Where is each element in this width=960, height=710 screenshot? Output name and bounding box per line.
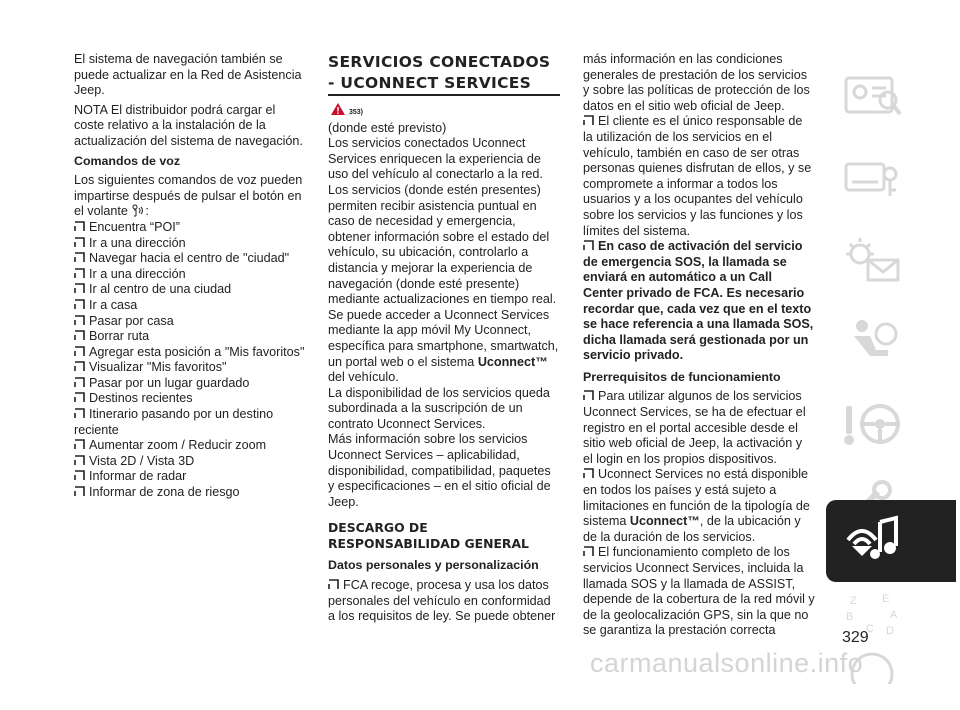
index-letter: B: [846, 611, 854, 623]
voice-command-item: Destinos recientes: [74, 391, 306, 407]
column-middle: [328, 52, 560, 625]
voice-command-item: Visualizar "Mis favoritos": [74, 360, 306, 376]
column-left: [74, 52, 306, 501]
bullet-icon: [74, 377, 85, 388]
chapter-tab-index[interactable]: [826, 582, 956, 637]
voice-command-item: Informar de radar: [74, 469, 306, 485]
policy-paragraph: más información en las condiciones generales de prestación de los servicios y sobre las políticas de protección de los datos en el sitio web oficial de Jeep.: [583, 52, 810, 113]
voice-command-list: [74, 220, 306, 501]
voice-command-item: Itinerario pasando por un destino reciente: [74, 407, 274, 437]
voice-command-item: Ir a una dirección: [74, 267, 306, 283]
bullet-icon: [74, 439, 85, 450]
nav-update-paragraph: El sistema de navegación también se puede actualizar en la Red de Asistencia Jeep.: [74, 52, 302, 98]
bullet-personal-data: FCA recoge, procesa y usa los datos personales del vehículo en conformidad a los requisitos de ley. Se puede obtener: [328, 578, 556, 624]
voice-command-item: Ir al centro de una ciudad: [74, 282, 306, 298]
index-letter: D: [886, 625, 894, 637]
voice-command-item: Aumentar zoom / Reducir zoom: [74, 438, 306, 454]
chapter-tab-driving[interactable]: [826, 386, 956, 464]
bullet-icon: [74, 268, 85, 279]
bullet-icon: [74, 221, 85, 232]
chapter-tab-dashboard[interactable]: [826, 58, 956, 136]
bullet-icon: [74, 392, 85, 403]
car-key-icon: [842, 152, 904, 204]
chapter-tab-car[interactable]: [826, 140, 956, 218]
bullet-icon: [74, 361, 85, 372]
voice-command-item: Pasar por casa: [74, 314, 306, 330]
voice-command-item: Informar de zona de riesgo: [74, 485, 306, 501]
disclaimer-heading: DESCARGO DE RESPONSABILIDAD GENERAL: [328, 520, 529, 552]
bullet-icon: [74, 455, 85, 466]
bullet-icon: [583, 240, 594, 251]
bullet-icon: [74, 346, 85, 357]
bullet-availability: Uconnect Services no está disponible en todos los países y está sujeto a limitaciones en función de la tipología de sistema Uconnect™, de la ubicación y de la duración de los servicios.: [583, 467, 810, 544]
chapter-tab-warning-lights[interactable]: [826, 222, 956, 300]
voice-command-item: Encuentra “POI”: [74, 220, 306, 236]
bullet-sos: En caso de activación del servicio de emergencia SOS, la llamada se enviará en automático a un Call Center privado de FCA. Es necesario recordar que, cada vez que en el texto se hace referencia a una llamada SOS, dicha llamada será gestionada por un servicio privado.: [583, 239, 814, 363]
voice-command-item: Borrar ruta: [74, 329, 306, 345]
bullet-registration: Para utilizar algunos de los servicios Uconnect Services, se ha de efectuar el registro en el portal accesible desde el sitio web oficial de Jeep, la activación y el login en los propios dispositivos.: [583, 389, 806, 466]
index-letter: E: [882, 594, 890, 605]
availability-note: (donde esté previsto): [328, 120, 447, 135]
voice-intro: Los siguientes comandos de voz pueden impartirse después de pulsar el botón en el volante :: [74, 173, 303, 219]
warning-triangle-icon: [330, 102, 346, 116]
personal-data-heading: Datos personales y personalización: [328, 558, 539, 573]
bullet-icon: [74, 315, 85, 326]
watermark: carmanualsonline.info: [590, 648, 864, 678]
bullet-icon: [74, 299, 85, 310]
bullet-coverage: El funcionamiento completo de los servicios Uconnect Services, incluida la llamada SOS y la llamada de ASSIST, depende de la cobertura de la red móvil y de la geolocalización GPS, sin la que no se garantiza la prestación correcta: [583, 545, 815, 638]
dashboard-icon: [842, 70, 904, 122]
index-letter: Z: [850, 595, 857, 607]
note-paragraph: NOTA El distribuidor podrá cargar el coste relativo a la instalación de la actualización del sistema de navegación.: [74, 102, 303, 148]
bullet-icon: [74, 408, 85, 419]
section-title: SERVICIOS CONECTADOS - UCONNECT SERVICES: [328, 52, 560, 96]
voice-command-item: Ir a casa: [74, 298, 306, 314]
prerequisites-heading: Prerrequisitos de funcionamiento: [583, 369, 781, 384]
voice-commands-heading: Comandos de voz: [74, 153, 181, 168]
more-info-paragraph: Más información sobre los servicios Uconnect Services – aplicabilidad, disponibilidad, compatibilidad, paquetes y especificaciones – en el sitio oficial de Jeep.: [328, 432, 551, 509]
chapter-tab-multimedia[interactable]: [826, 500, 956, 582]
bullet-icon: [583, 390, 594, 401]
bullet-icon: [328, 579, 339, 590]
voice-command-item: Navegar hacia el centro de "ciudad": [74, 251, 306, 267]
contract-paragraph: La disponibilidad de los servicios queda subordinada a la suscripción de un contrato Uconnect Services.: [328, 385, 550, 431]
multimedia-icon: [842, 512, 904, 568]
access-paragraph: Se puede acceder a Uconnect Services mediante la app móvil My Uconnect, específica para smartphone, smartwatch, un portal web o el sistema Uconnect™ del vehículo.: [328, 307, 559, 385]
bullet-icon: [74, 237, 85, 248]
bullet-icon: [74, 252, 85, 263]
bullet-icon: [583, 115, 594, 126]
airbag-seat-icon: [842, 316, 904, 368]
warning-reference: 353): [330, 102, 560, 121]
voice-command-item: Agregar esta posición a "Mis favoritos": [74, 345, 306, 361]
voice-button-icon: [131, 204, 145, 217]
warning-lights-icon: [842, 234, 904, 286]
bullet-icon: [74, 283, 85, 294]
bullet-responsibility: El cliente es el único responsable de la utilización de los servicios en el vehículo, también en caso de ser otras personas quienes disfrutan de ellos, y se compromete a informar a todos los usuarios y a los ocupantes del vehículo sobre los servicios y las funciones y los límites del sistema.: [583, 114, 812, 238]
bullet-icon: [583, 546, 594, 557]
steering-wheel-icon: [842, 398, 904, 450]
bullet-icon: [74, 486, 85, 497]
voice-command-item: Ir a una dirección: [74, 236, 306, 252]
page-number: 329: [842, 629, 869, 646]
bullet-icon: [74, 470, 85, 481]
bullet-icon: [74, 330, 85, 341]
column-right: [583, 52, 815, 639]
chapter-tab-safety[interactable]: [826, 304, 956, 382]
voice-command-item: Pasar por un lugar guardado: [74, 376, 306, 392]
bullet-icon: [583, 468, 594, 479]
voice-command-item: Vista 2D / Vista 3D: [74, 454, 306, 470]
index-letter: C: [866, 623, 874, 635]
index-letter: A: [890, 609, 898, 621]
services-intro: Los servicios conectados Uconnect Services enriquecen la experiencia de uso del vehículo al conectarlo a la red. Los servicios (donde estén presentes) permiten recibir asistencia puntual en caso de necesidad y emergencia, obtener información sobre el estado del vehículo, su ubicación, controlarlo a distancia y mejorar la experiencia de navegación (donde esté presente) mediante actualizaciones en tiempo real.: [328, 136, 557, 307]
